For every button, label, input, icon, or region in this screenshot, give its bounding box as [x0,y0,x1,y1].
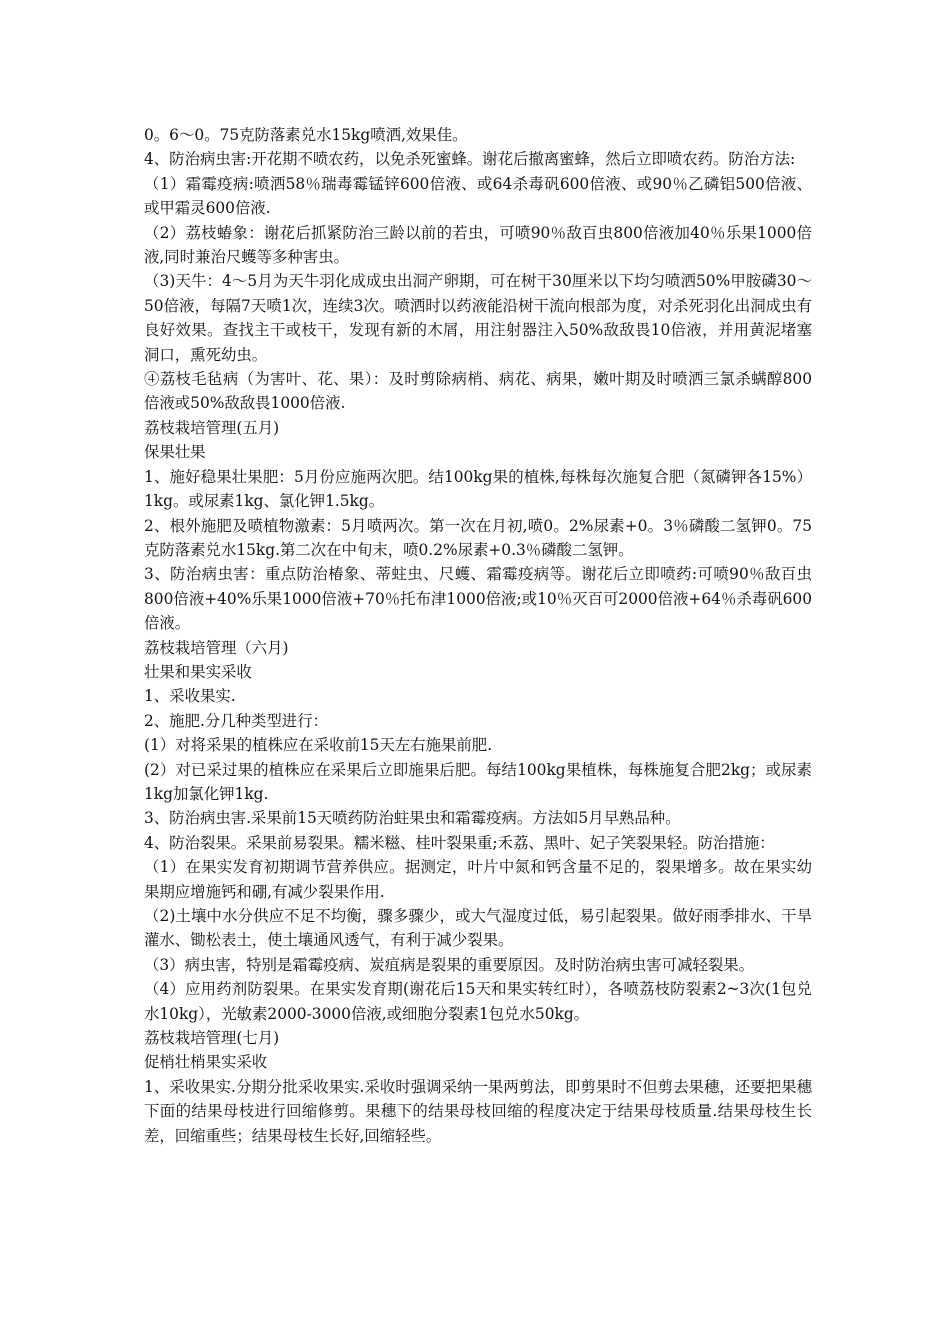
section-subheading: 保果壮果 [144,443,206,462]
paragraph: (1）对将采果的植株应在采收前15天左右施果前肥. [144,736,493,755]
paragraph: （1）霜霉疫病:喷洒58％瑞毒霉锰锌600倍液、或64杀毒矾600倍液、或90％乙磷铝500倍液、或甲霜灵600倍液. [144,174,812,218]
paragraph: （4）应用药剂防裂果。在果实发育期(谢花后15天和果实转红时），各喷荔枝防裂素2~3次(1包兑水10kg），光敏素2000-3000倍液,或细胞分裂素1包兑水50kg。 [144,980,812,1023]
section-heading: 荔枝栽培管理（六月) [144,638,289,657]
paragraph: 4、防治病虫害:开花期不喷农药，以免杀死蜜蜂。谢花后撤离蜜蜂，然后立即喷农药。防治方法: [144,150,796,169]
paragraph: 2、施肥.分几种类型进行： [144,711,328,730]
paragraph: （1）在果实发育初期调节营养供应。据测定，叶片中氮和钙含量不足的，裂果增多。故在果实幼果期应增施钙和硼,有减少裂果作用. [144,858,812,901]
paragraph: （3)天牛：4～5月为天牛羽化成成虫出洞产卵期，可在树干30厘米以下均匀喷洒50%甲胺磷30～50倍液，每隔7天喷1次，连续3次。喷洒时以药液能沿树干流向根部为度，对杀死羽化出洞成虫有良好效果。查找主干或枝干，发现有新的木屑，用注射器注入50%敌敌畏10倍液，并用黄泥堵塞洞口，熏死幼虫。 [144,272,812,364]
paragraph: （3）病虫害，特别是霜霉疫病、炭疽病是裂果的重要原因。及时防治病虫害可减轻裂果。 [144,955,755,974]
section-heading: 荔枝栽培管理(七月) [144,1029,280,1048]
paragraph: 4、防治裂果。采果前易裂果。糯米糍、桂叶裂果重;禾荔、黑叶、妃子笑裂果轻。防治措施： [144,833,775,852]
paragraph: 1、采收果实.分期分批采收果实.采收时强调采纳一果两剪法，即剪果时不但剪去果穗，还要把果穗下面的结果母枝进行回缩修剪。果穗下的结果母枝回缩的程度决定于结果母枝质量.结果母枝生长差，回缩重些；结果母枝生长好,回缩轻些。 [144,1077,812,1145]
paragraph: （2)土壤中水分供应不足不均衡，骤多骤少，或大气湿度过低，易引起裂果。做好雨季排水、干旱灌水、锄松表土，使土壤通风透气，有利于减少裂果。 [144,907,812,950]
paragraph: （2）荔枝蝽象：谢花后抓紧防治三龄以前的若虫，可喷90％敌百虫800倍液加40％乐果1000倍液,同时兼治尺蠖等多种害虫。 [144,223,812,267]
paragraph: 1、采收果实. [144,687,236,706]
document-body [144,123,812,1148]
paragraph: 2、根外施肥及喷植物激素：5月喷两次。第一次在月初,喷0。2%尿素+0。3％磷酸二氢钾0。75克防落素兑水15kg.第二次在中旬末，喷0.2%尿素+0.3％磷酸二氢钾。 [144,516,812,559]
section-subheading: 壮果和果实采收 [144,662,252,681]
paragraph: 1、施好稳果壮果肥：5月份应施两次肥。结100kg果的植株,每株每次施复合肥（氮磷钾各15%）1kg。或尿素1kg、氯化钾1.5kg。 [144,467,812,511]
paragraph: (2）对已采过果的植株应在采果后立即施果后肥。每结100kg果植株，每株施复合肥2kg；或尿素1kg加氯化钾1kg. [144,760,812,803]
paragraph: 0。6～0。75克防落素兑水15kg喷洒,效果佳。 [144,126,468,144]
section-subheading: 促梢壮梢果实采收 [144,1053,268,1072]
section-heading: 荔枝栽培管理(五月) [144,418,280,437]
paragraph: 3、防治病虫害：重点防治椿象、蒂蛀虫、尺蠖、霜霉疫病等。谢花后立即喷药:可喷90％敌百虫800倍液+40%乐果1000倍液+70％托布津1000倍液;或10％灭百可2000倍液+64％杀毒矾600倍液。 [144,565,812,633]
paragraph: ④荔枝毛毡病（为害叶、花、果）：及时剪除病梢、病花、病果，嫩叶期及时喷洒三氯杀螨醇800倍液或50%敌敌畏1000倍液. [144,370,812,413]
paragraph: 3、防治病虫害.采果前15天喷药防治蛀果虫和霜霉疫病。方法如5月早熟品种。 [144,809,681,828]
